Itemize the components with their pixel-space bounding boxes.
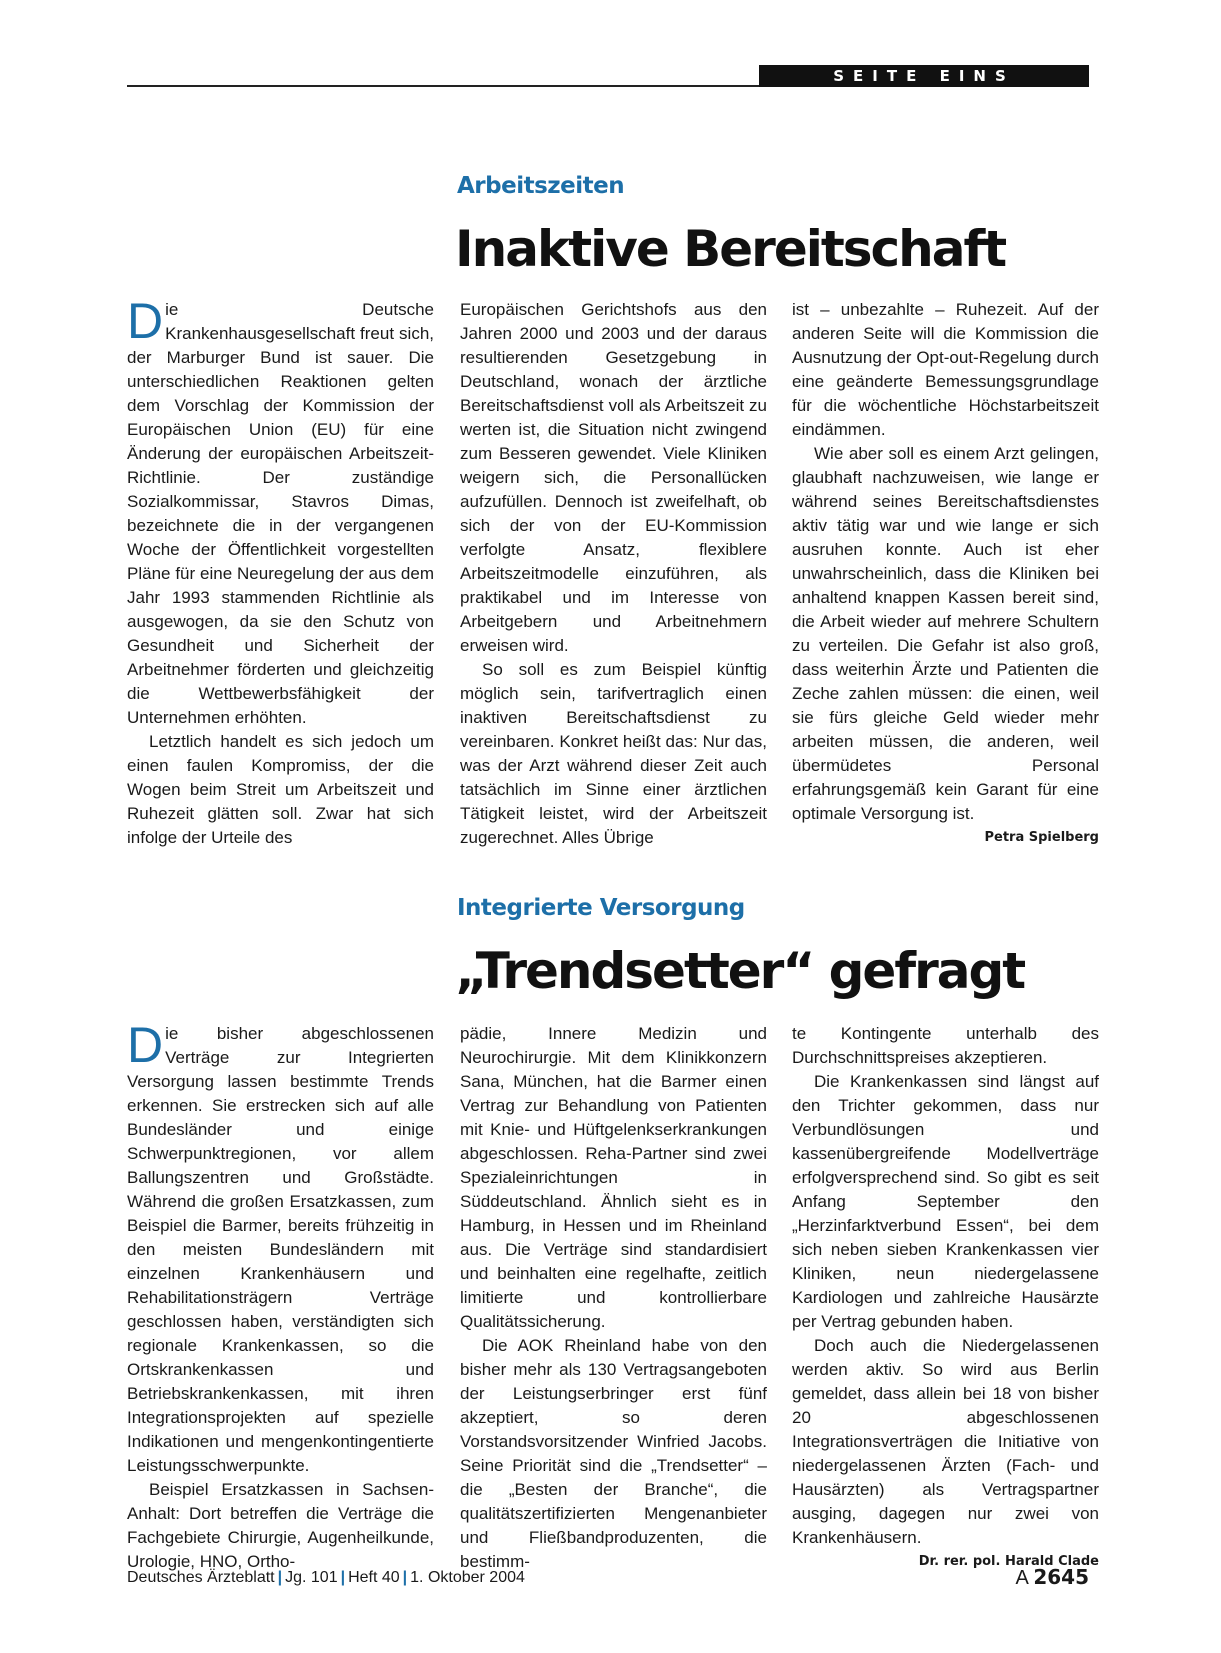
article1-col3-paragraph <box>792 442 1099 845</box>
section-label: SEITE EINS <box>759 65 1089 87</box>
page-number-value: 2645 <box>1033 1565 1089 1589</box>
article1-kicker: Arbeitszeiten <box>457 173 625 199</box>
article1-col1-paragraph: Letztlich handelt es sich jedoch um einen faulen Kompromiss, der die Wogen beim Streit um Arbeitszeit und Ruhezeit glätten soll. Zwar hat sich infolge der Urteile des <box>127 732 434 847</box>
article2-col3-paragraph: Die Krankenkassen sind längst auf den Trichter gekommen, dass nur Verbundlösungen und kassenübergreifende Modellverträge erfolgversprechend sind. So gibt es seit Anfang September den „Herzinfarktverbund Essen“, bei dem sich neben sieben Krankenkassen vier Kliniken, neun niedergelassene Kardiologen und zahlreiche Hausärzte per Vertrag gebunden haben. <box>792 1072 1099 1331</box>
footer-citation <box>127 1569 525 1587</box>
article1-author: Petra Spielberg <box>984 830 1099 845</box>
footer-separator: | <box>277 1569 283 1586</box>
article1-col3-paragraph: ist – unbezahlte – Ruhezeit. Auf der anderen Seite will die Kommission die Ausnutzung der Opt-out-Regelung durch eine geänderte Bemessungsgrundlage für die wöchentliche Höchstarbeitszeit eindämmen. <box>792 300 1099 439</box>
article2-headline: „Trendsetter“ gefragt <box>455 942 1025 1000</box>
footer-volume: Jg. 101 <box>285 1569 338 1586</box>
footer-date: 1. Oktober 2004 <box>410 1569 525 1586</box>
page-footer <box>127 1565 1089 1593</box>
article2-col1-text-1: ie bisher abgeschlossenen Verträge zur Integrierten Versorgung lassen bestimmte Trends erkennen. Sie erstrecken sich auf alle Bundesländer und einige Schwerpunktregionen, vor allem Ballungszentren und Großstädte. Während die großen Ersatzkassen, zum Beispiel die Barmer, bereits frühzeitig in den meisten Bundesländern mit einzelnen Krankenhäusern und Rehabilitationsträgern Verträge geschlossen haben, verständigten sich regionale Krankenkassen, so die Ortskrankenkassen und Betriebskrankenkassen, mit ihren Integrationsprojekten auf spezielle Indikationen und mengenkontingentierte Leistungsschwerpunkte. <box>127 1024 434 1475</box>
page-prefix: A <box>1015 1567 1028 1589</box>
footer-journal: Deutsches Ärzteblatt <box>127 1569 275 1586</box>
article1-dropcap: D <box>127 293 164 349</box>
footer-separator: | <box>340 1569 346 1586</box>
article1-column-3 <box>792 298 1099 850</box>
article2-column-2 <box>460 1022 767 1574</box>
article2-column-3 <box>792 1022 1099 1574</box>
article2-col3-paragraph: te Kontingente unterhalb des Durchschnittspreises akzeptieren. <box>792 1024 1099 1067</box>
article2-column-1 <box>127 1017 434 1574</box>
article2-col3-paragraph <box>792 1334 1099 1569</box>
article1-col3-text-2: Wie aber soll es einem Arzt gelingen, glaubhaft nachzuweisen, wie lange er während seines Bereitschaftsdienstes aktiv tätig war und wie lange er sich ausruhen konnte. Auch ist eher unwahrscheinlich, dass die Kliniken bei anhaltend knappen Kassen bereit sind, die Arbeit wieder auf mehrere Schultern zu verteilen. Die Gefahr ist also groß, dass weiterhin Ärzte und Patienten die Zeche zahlen müssen: die einen, weil sie fürs gleiche Geld wieder mehr arbeiten müssen, die anderen, weil übermüdetes Personal erfahrungsgemäß kein Garant für eine optimale Versorgung ist. <box>792 444 1099 823</box>
article2-kicker: Integrierte Versorgung <box>457 895 745 921</box>
article1-col1-paragraph <box>127 293 434 730</box>
article2-author: Dr. rer. pol. Harald Clade <box>918 1554 1099 1569</box>
footer-issue: Heft 40 <box>348 1569 400 1586</box>
article2-col2-paragraph: pädie, Innere Medizin und Neurochirurgie. Mit dem Klinikkonzern Sana, München, hat die Barmer einen Vertrag zur Behandlung von Patienten mit Knie- und Hüftgelenkserkrankungen abgeschlossen. Reha-Partner sind zwei Spezialeinrichtungen in Süddeutschland. Ähnlich sieht es in Hamburg, in Hessen und im Rheinland aus. Die Verträge sind standardisiert und beinhalten eine regelhafte, zeitlich limitierte und kontrollierbare Qualitätssicherung. <box>460 1024 767 1331</box>
article1-column-1 <box>127 293 434 850</box>
article1-col1-text-1: ie Deutsche Krankenhausgesellschaft freut sich, der Marburger Bund ist sauer. Die unterschiedlichen Reaktionen gelten dem Vorschlag der Kommission der Europäischen Union (EU) für eine Änderung der europäischen Arbeitszeit-Richtlinie. Der zuständige Sozialkommissar, Stavros Dimas, bezeichnete die in der vergangenen Woche der Öffentlichkeit vorgestellten Pläne für eine Neuregelung der aus dem Jahr 1993 stammenden Richtlinie als ausgewogen, da sie den Schutz von Gesundheit und Sicherheit der Arbeitnehmer förderten und gleichzeitig die Wettbewerbsfähigkeit der Unternehmen erhöhten. <box>127 300 434 727</box>
article2-col2-paragraph: Die AOK Rheinland habe von den bisher mehr als 130 Vertragsangeboten der Leistungserbringer erst fünf akzeptiert, so deren Vorstandsvorsitzender Winfried Jacobs. Seine Priorität sind die „Trendsetter“ – die „Besten der Branche“, die qualitätszertifizierten Mengenanbieter und Fließbandproduzenten, die bestimm- <box>460 1336 767 1571</box>
article2-col1-paragraph <box>127 1017 434 1478</box>
page-number <box>1016 1565 1089 1590</box>
footer-separator: | <box>402 1569 408 1586</box>
article1-headline: Inaktive Bereitschaft <box>455 220 1006 278</box>
article1-col2-paragraph: Europäischen Gerichtshofs aus den Jahren 2000 und 2003 und der daraus resultierenden Gesetzgebung in Deutschland, wonach der ärztliche Bereitschaftsdienst voll als Arbeitszeit zu werten ist, die Situation nicht zwingend zum Besseren gewendet. Viele Kliniken weigern sich, die Personallücken aufzufüllen. Dennoch ist zweifelhaft, ob sich der von der EU-Kommission verfolgte Ansatz, flexiblere Arbeitszeitmodelle einzuführen, als praktikabel und im Interesse von Arbeitgebern und Arbeitnehmern erweisen wird. <box>460 300 767 655</box>
top-rule <box>127 85 759 87</box>
article1-column-2 <box>460 298 767 850</box>
article2-col3-text-3: Doch auch die Niedergelassenen werden aktiv. So wird aus Berlin gemeldet, dass allein bei 18 von bisher 20 abgeschlossenen Integrationsverträgen die Initiative von niedergelassenen Ärzten (Fach- und Hausärzten) als Vertragspartner ausging, dagegen nur zwei von Krankenhäusern. <box>792 1336 1099 1547</box>
article1-col2-paragraph: So soll es zum Beispiel künftig möglich sein, tarifvertraglich einen inaktiven Bereitschaftsdienst zu vereinbaren. Konkret heißt das: Nur das, was der Arzt während dieser Zeit auch tatsächlich im Sinne einer ärztlichen Tätigkeit leistet, wird der Arbeitszeit zugerechnet. Alles Übrige <box>460 660 767 847</box>
article2-col1-paragraph: Beispiel Ersatzkassen in Sachsen-Anhalt: Dort betreffen die Verträge die Fachgebiete Chirurgie, Augenheilkunde, Urologie, HNO, Ortho- <box>127 1480 434 1571</box>
article2-dropcap: D <box>127 1017 164 1073</box>
